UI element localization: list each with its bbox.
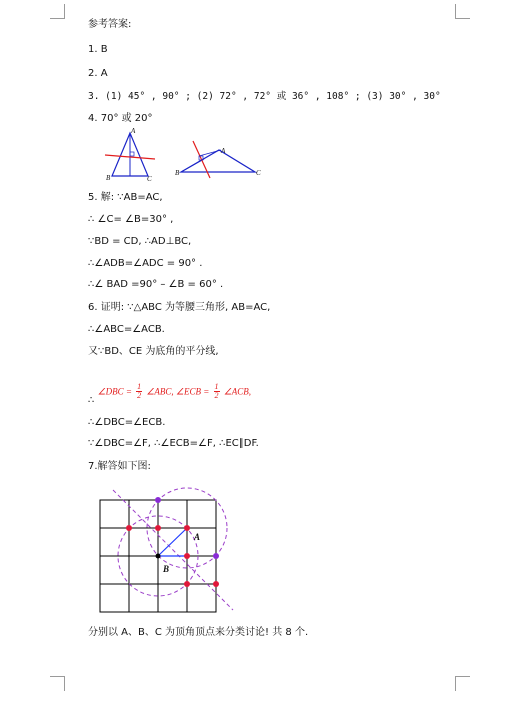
- label-B: B: [106, 174, 111, 182]
- answer-heading: 参考答案:: [88, 19, 132, 30]
- answer-5-line-1: ∴ ∠C= ∠B=30° ,: [88, 214, 174, 225]
- crop-mark-bottom-right: [455, 676, 470, 691]
- label-A: A: [221, 147, 226, 155]
- label-C: C: [256, 169, 261, 177]
- crop-mark-top-right: [455, 4, 470, 19]
- figure-7-grid-construction: [88, 480, 248, 620]
- answer-5-line-2: ∵BD = CD, ∴AD⊥BC,: [88, 236, 192, 247]
- label-B: B: [163, 564, 170, 574]
- answer-5-line-3: ∴∠ADB=∠ADC = 90° .: [88, 258, 203, 269]
- answer-5-line-4: ∴∠ BAD =90° – ∠B = 60° .: [88, 279, 224, 290]
- answer-6-line-2: 又∵BD、CE 为底角的平分线,: [88, 346, 219, 357]
- answer-6-line-3: ∴∠DBC=∠ECB.: [88, 417, 166, 428]
- label-B: B: [175, 169, 180, 177]
- figure-4-right-triangle: [175, 135, 265, 185]
- answer-1: 1. B: [88, 44, 108, 55]
- crop-mark-top-left: [50, 4, 65, 19]
- answer-6-line-1: ∴∠ABC=∠ACB.: [88, 324, 165, 335]
- answer-2: 2. A: [88, 68, 108, 79]
- answer-7-conclusion: 分别以 A、B、C 为顶角顶点来分类讨论! 共 8 个.: [88, 627, 309, 638]
- answer-3: 3. (1) 45° , 90° ; (2) 72° , 72° 或 36° , 108° ; (3) 30° , 30°: [88, 91, 441, 102]
- label-A: A: [194, 532, 201, 542]
- answer-5-heading: 5. 解: ∵AB=AC,: [88, 192, 163, 203]
- answer-6-heading: 6. 证明: ∵△ABC 为等腰三角形, AB=AC,: [88, 302, 271, 313]
- therefore-symbol: ∴: [88, 394, 95, 406]
- crop-mark-bottom-left: [50, 676, 65, 691]
- answer-6-line-4: ∵∠DBC=∠F, ∴∠ECB=∠F, ∴EC∥DF.: [88, 438, 259, 449]
- answer-7-heading: 7.解答如下图:: [88, 461, 151, 472]
- label-C: C: [147, 175, 152, 183]
- formula-part-2: ∠ABC, ∠ECB =: [146, 386, 210, 397]
- answer-6-formula: [88, 382, 252, 406]
- label-A: A: [131, 127, 136, 135]
- fraction-half-2: $\frac{1}{2}$: [214, 382, 219, 400]
- formula-part-1: ∠DBC =: [97, 386, 132, 397]
- figure-4-left-triangle: [100, 128, 160, 183]
- formula-part-3: ∠ACB,: [223, 386, 252, 397]
- answer-4: 4. 70° 或 20°: [88, 113, 153, 124]
- fraction-half-1: $\frac{1}{2}$: [137, 382, 142, 400]
